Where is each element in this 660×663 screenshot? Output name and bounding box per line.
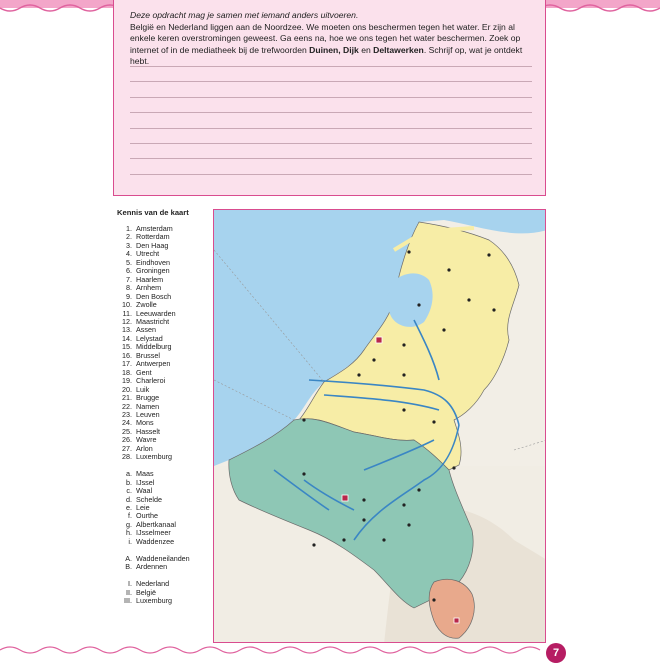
legend-item-number: III. (124, 596, 132, 606)
legend-item-number: 17. (122, 359, 132, 369)
assignment-intro: Deze opdracht mag je samen met iemand anders uitvoeren. (130, 10, 359, 20)
legend-item-number: 3. (126, 240, 132, 250)
legend-item-number: 7. (126, 274, 132, 284)
legend-item-label: Haarlem (136, 274, 164, 284)
legend-item-label: Arlon (136, 443, 153, 453)
legend-item-label: Antwerpen (136, 359, 171, 369)
legend-item-number: 27. (122, 443, 132, 453)
legend-item-number: c. (126, 486, 132, 496)
legend-item-label: Charleroi (136, 376, 166, 386)
writing-lines[interactable] (130, 66, 532, 189)
legend-item-number: 15. (122, 342, 132, 352)
legend-item-number: 11. (122, 308, 132, 318)
legend-item-number: 22. (122, 401, 132, 411)
keyword-deltaworks: Deltawerken (373, 44, 424, 55)
legend-item-number: II. (126, 587, 132, 597)
legend-item-label: Maas (136, 469, 154, 479)
legend-item-number: 9. (126, 291, 132, 301)
legend-item-number: 18. (122, 367, 132, 377)
legend-item-number: i. (128, 536, 132, 546)
map-frame (213, 209, 546, 643)
legend-item-label: Eindhoven (136, 257, 170, 267)
legend-item-number: 28. (122, 452, 132, 462)
legend-item-label: Hasselt (136, 426, 160, 436)
legend-item-label: Zwolle (136, 300, 157, 310)
legend-item-label: Arnhem (136, 283, 162, 293)
capital-luxembourg (454, 618, 459, 623)
keyword-dunes-dike: Duinen, Dijk (309, 44, 359, 55)
map-legend (117, 225, 190, 606)
legend-title: Kennis van de kaart (117, 208, 189, 217)
legend-item-number: 13. (122, 325, 132, 335)
legend-item-label: Brugge (136, 393, 160, 403)
assignment-body: België en Nederland liggen aan de Noordzee. We moeten ons beschermen tegen het water. Er zijn al enkele keren overstromingen geweest. Ga eens na, hoe we ons tegen het water beschermen. Zoek op internet of in de mediatheek bij de trefwoorden (130, 21, 521, 55)
legend-cities (117, 225, 190, 462)
assignment-and: en (358, 44, 374, 55)
legend-item-label: Groningen (136, 266, 170, 276)
assignment-box (113, 0, 546, 196)
legend-item (117, 597, 190, 605)
ijsselmeer (388, 273, 433, 327)
legend-item (117, 453, 190, 461)
legend-item-number: 1. (126, 224, 132, 233)
legend-item-number: b. (126, 477, 132, 487)
legend-item-label: Ardennen (136, 562, 168, 572)
legend-regions (117, 555, 190, 572)
legend-item-number: 6. (126, 266, 132, 276)
legend-item-label: Rotterdam (136, 232, 170, 242)
legend-item-label: Leuven (136, 409, 160, 419)
legend-item (117, 538, 190, 546)
legend-item-number: 8. (126, 283, 132, 293)
legend-item-number: 25. (122, 426, 132, 436)
legend-item-number: f. (128, 511, 132, 521)
legend-item-label: Luik (136, 384, 150, 394)
legend-item-number: 2. (126, 232, 132, 242)
legend-item-label: Luxemburg (136, 596, 172, 606)
benelux-map (214, 210, 546, 643)
legend-item-label: Utrecht (136, 249, 160, 259)
legend-item-label: Waddenzee (136, 536, 175, 546)
legend-item-number: 14. (122, 333, 132, 343)
assignment-text (130, 10, 535, 68)
legend-item-label: Waddeneilanden (136, 553, 190, 563)
legend-item-label: Den Haag (136, 240, 169, 250)
legend-item-label: IJsselmeer (136, 528, 171, 538)
legend-item-number: 19. (122, 376, 132, 386)
legend-item-number: 12. (122, 316, 132, 326)
page-number: 7 (546, 643, 566, 663)
legend-item-number: 10. (122, 300, 132, 310)
legend-item-number: a. (126, 469, 132, 479)
legend-item-number: g. (126, 519, 132, 529)
legend-item-label: Nederland (136, 579, 170, 589)
legend-item-label: Gent (136, 367, 152, 377)
legend-item-label: Luxemburg (136, 452, 172, 462)
legend-item-number: 5. (126, 257, 132, 267)
legend-item-number: 16. (122, 350, 132, 360)
legend-waters (117, 470, 190, 546)
legend-item-label: Mons (136, 418, 154, 428)
legend-item-number: e. (126, 503, 132, 512)
legend-item-label: Leeuwarden (136, 308, 176, 318)
legend-item-label: Wavre (136, 435, 157, 445)
legend-item-label: Den Bosch (136, 291, 172, 301)
capital-amsterdam (376, 337, 382, 343)
legend-item-number: 24. (122, 418, 132, 428)
legend-item-number: I. (128, 579, 132, 589)
legend-item-label: Lelystad (136, 333, 163, 343)
legend-item-label: Maastricht (136, 316, 170, 326)
legend-countries (117, 580, 190, 605)
capital-brussels (342, 495, 348, 501)
legend-item-number: 21. (122, 393, 132, 403)
legend-item-label: IJssel (136, 477, 155, 487)
assignment-tail: . Schrijf op, wat je ontdekt hebt. (130, 44, 523, 67)
legend-item-label: Waal (136, 486, 153, 496)
legend-item-label: Schelde (136, 494, 162, 504)
legend-item-label: Albertkanaal (136, 519, 176, 529)
legend-item-number: d. (126, 494, 132, 504)
legend-item-label: Brussel (136, 350, 160, 360)
legend-item-number: h. (126, 528, 132, 538)
legend-item-number: A. (125, 553, 132, 563)
legend-item-label: Leie (136, 503, 150, 512)
legend-item-label: Ourthe (136, 511, 158, 521)
legend-item-number: 23. (122, 409, 132, 419)
legend-item-label: Namen (136, 401, 160, 411)
legend-item (117, 563, 190, 571)
legend-item-label: Middelburg (136, 342, 172, 352)
legend-item-number: 26. (122, 435, 132, 445)
legend-item-label: België (136, 587, 156, 597)
legend-item-label: Assen (136, 325, 156, 335)
legend-item-number: B. (125, 562, 132, 572)
legend-item-label: Amsterdam (136, 224, 173, 233)
legend-item-number: 4. (126, 249, 132, 259)
legend-item-number: 20. (122, 384, 132, 394)
